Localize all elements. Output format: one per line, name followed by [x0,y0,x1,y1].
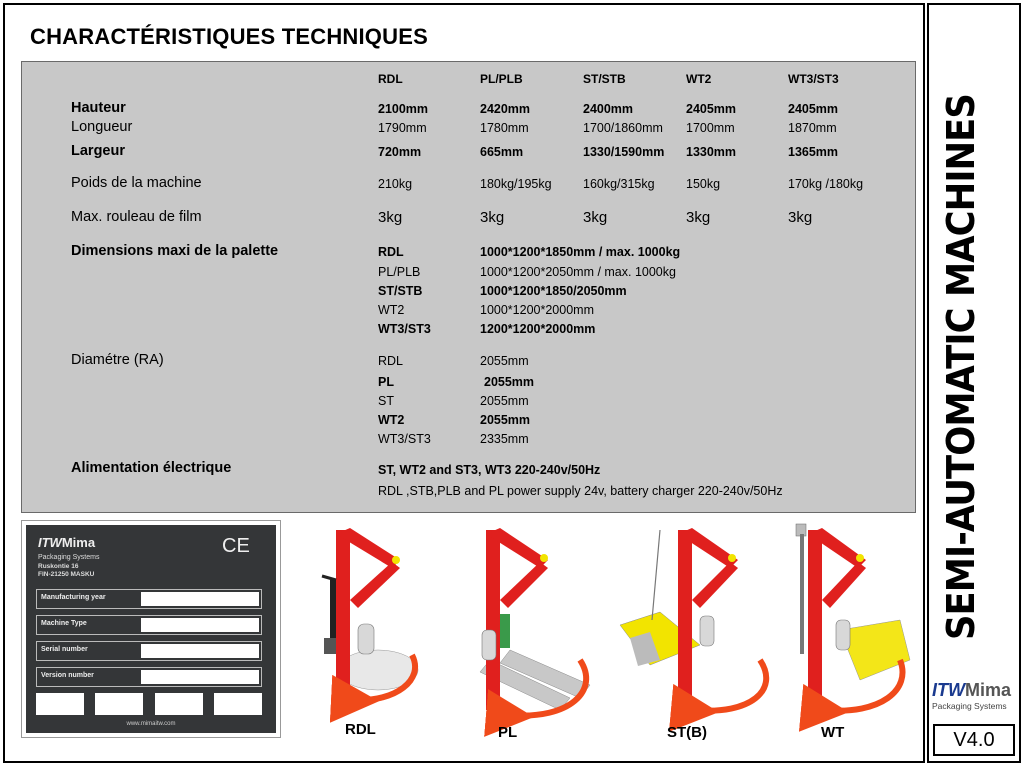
plate-field-box [141,618,259,632]
machine-pl-icon [480,528,590,716]
diametre-model-wt2: WT2 [378,413,405,427]
side-logo-sub: Packaging Systems [932,701,1007,711]
diametre-value-st: 2055mm [480,394,529,408]
value-largeur-wt3: 1365mm [788,145,839,159]
diametre-value-rdl: 2055mm [480,354,529,368]
value-longueur-st: 1700/1860mm [583,121,663,135]
value-rouleau-wt2: 3kg [686,209,711,226]
spec-panel [21,61,916,513]
diametre-model-wt3: WT3/ST3 [378,432,431,446]
palette-model-st: ST/STB [378,284,423,298]
plate-cells [36,693,266,715]
label-alimentation: Alimentation électrique [71,460,232,476]
plate-url: www.mimaitw.com [126,721,176,727]
value-largeur-wt2: 1330mm [686,145,737,159]
machine-label-rdl: RDL [345,721,376,738]
model-header-rdl: RDL [378,72,403,86]
machines-illustration [300,520,920,745]
value-hauteur-rdl: 2100mm [378,102,429,116]
value-longueur-pl: 1780mm [480,121,529,135]
plate-row [36,615,262,635]
plate-field-box [141,592,259,606]
value-largeur-pl: 665mm [480,145,524,159]
model-header-pl: PL/PLB [480,72,523,86]
machine-st-icon [620,528,766,711]
label-longueur: Longueur [71,119,133,135]
alimentation-line1: ST, WT2 and ST3, WT3 220-240v/50Hz [378,463,601,477]
palette-model-wt2: WT2 [378,303,405,317]
machine-rdl-icon [322,528,418,710]
model-header-st: ST/STB [583,72,626,86]
vertical-title: SEMI-AUTOMATIC MACHINES [939,94,983,641]
palette-model-rdl: RDL [378,245,404,259]
ce-mark-icon: CE [222,535,250,557]
value-rouleau-st: 3kg [583,209,608,226]
value-longueur-rdl: 1790mm [378,121,427,135]
name-plate-frame [21,520,281,738]
plate-address2: FIN-21250 MASKU [38,571,95,578]
plate-address1: Ruskontie 16 [38,563,79,570]
model-header-wt3: WT3/ST3 [788,72,839,86]
palette-value-rdl: 1000*1200*1850mm / max. 1000kg [480,245,681,259]
diametre-model-pl: PL [378,375,394,389]
plate-brand-sub: Packaging Systems [38,554,100,561]
value-poids-pl: 180kg/195kg [480,177,552,191]
side-logo-brand: ITWMima [932,680,1012,700]
value-longueur-wt3: 1870mm [788,121,837,135]
label-largeur: Largeur [71,143,125,159]
palette-value-st: 1000*1200*1850/2050mm [480,284,627,298]
palette-value-wt2: 1000*1200*2000mm [480,303,594,317]
plate-row [36,641,262,661]
palette-value-pl: 1000*1200*2050mm / max. 1000kg [480,265,676,279]
value-hauteur-pl: 2420mm [480,102,531,116]
diametre-value-wt3: 2335mm [480,432,529,446]
model-header-wt2: WT2 [686,72,712,86]
label-diametre: Diamétre (RA) [71,352,164,368]
alimentation-line2: RDL ,STB,PLB and PL power supply 24v, battery charger 220-240v/50Hz [378,484,783,498]
page-title: CHARACTÉRISTIQUES TECHNIQUES [30,24,428,49]
value-longueur-wt2: 1700mm [686,121,735,135]
palette-value-wt3: 1200*1200*2000mm [480,322,596,336]
plate-field-label: Version number [41,672,94,679]
diametre-value-wt2: 2055mm [480,413,531,427]
name-plate [26,525,276,733]
palette-model-wt3: WT3/ST3 [378,322,431,336]
diametre-model-st: ST [378,394,394,408]
machine-wt-icon [796,524,910,711]
value-poids-st: 160kg/315kg [583,177,655,191]
plate-field-box [141,670,259,684]
machine-label-st: ST(B) [667,724,707,741]
value-rouleau-pl: 3kg [480,209,505,226]
plate-cell [155,693,203,715]
plate-logo: ITWMima [38,535,96,550]
label-palette: Dimensions maxi de la palette [71,243,279,259]
plate-field-label: Manufacturing year [41,594,106,601]
plate-row [36,667,262,687]
plate-cell [36,693,84,715]
value-hauteur-st: 2400mm [583,102,634,116]
machine-label-pl: PL [498,724,518,741]
machine-label-wt: WT [821,724,845,741]
plate-field-label: Serial number [41,646,88,653]
label-hauteur: Hauteur [71,100,126,116]
label-rouleau: Max. rouleau de film [71,209,202,225]
plate-cell [95,693,143,715]
value-poids-wt3: 170kg /180kg [788,177,864,191]
diametre-value-pl: 2055mm [484,375,535,389]
plate-field-label: Machine Type [41,620,87,627]
value-hauteur-wt3: 2405mm [788,102,839,116]
value-rouleau-rdl: 3kg [378,209,403,226]
label-poids: Poids de la machine [71,175,202,191]
palette-model-pl: PL/PLB [378,265,421,279]
value-largeur-rdl: 720mm [378,145,422,159]
plate-cell [214,693,262,715]
version-badge: V4.0 [933,724,1015,756]
value-rouleau-wt3: 3kg [788,209,813,226]
value-largeur-st: 1330/1590mm [583,145,665,159]
value-poids-rdl: 210kg [378,177,413,191]
plate-field-box [141,644,259,658]
plate-row [36,589,262,609]
value-poids-wt2: 150kg [686,177,721,191]
diametre-model-rdl: RDL [378,354,404,368]
value-hauteur-wt2: 2405mm [686,102,737,116]
side-logo [932,680,1016,711]
